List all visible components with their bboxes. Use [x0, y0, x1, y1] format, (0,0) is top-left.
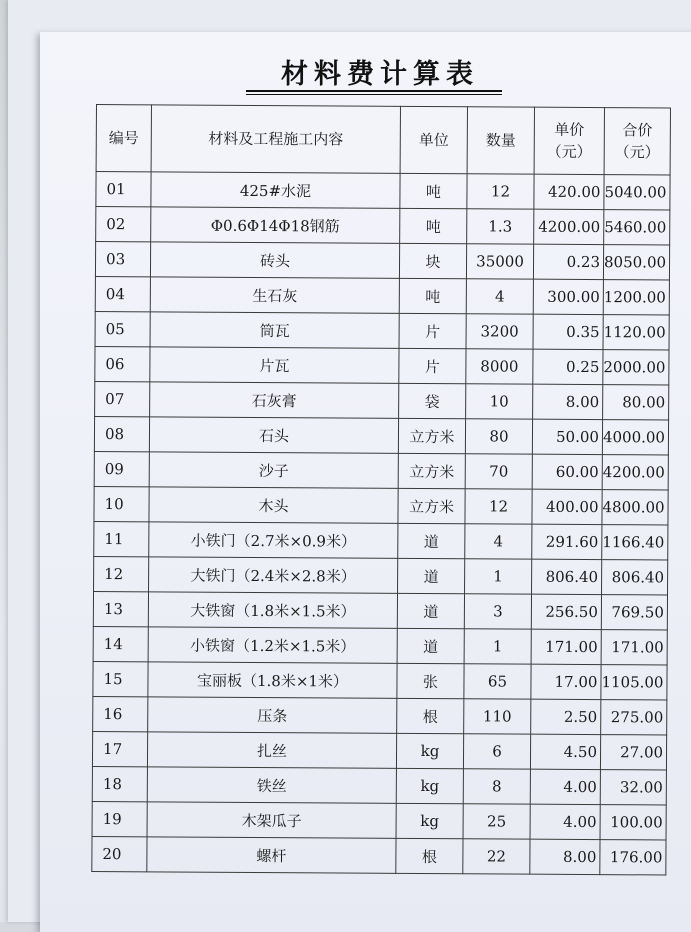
cell-name: 生石灰 — [150, 277, 399, 314]
cell-no: 07 — [95, 381, 150, 416]
cell-no: 20 — [92, 836, 147, 871]
table-row — [94, 486, 668, 525]
cell-total: 176.00 — [600, 840, 666, 875]
cell-name: 扎丝 — [147, 732, 396, 769]
cell-name: 宝丽板（1.8米×1米） — [148, 662, 397, 699]
table-row — [92, 766, 666, 805]
cell-price: 4.50 — [530, 734, 600, 769]
cell-price: 0.23 — [533, 244, 603, 279]
cell-total: 1166.40 — [602, 525, 668, 560]
cell-total: 100.00 — [600, 805, 666, 840]
cell-price: 50.00 — [532, 419, 602, 454]
cell-no: 09 — [94, 451, 149, 486]
table-row — [93, 696, 667, 735]
header-price-line2: （元） — [546, 142, 592, 162]
cell-unit: 片 — [399, 348, 466, 383]
cell-no: 08 — [94, 416, 149, 451]
cell-unit: kg — [396, 768, 463, 803]
cell-name: 大铁门（2.4米×2.8米） — [149, 557, 398, 594]
cell-price: 291.60 — [532, 524, 602, 559]
cell-price: 0.35 — [533, 314, 603, 349]
cell-price: 4.00 — [530, 769, 600, 804]
cell-unit: 道 — [397, 628, 464, 663]
cell-qty: 35000 — [466, 244, 533, 279]
cell-unit: 立方米 — [398, 488, 465, 523]
cell-unit: 立方米 — [398, 418, 465, 453]
table-row — [93, 591, 667, 630]
cell-qty: 1 — [464, 629, 531, 664]
cell-qty: 110 — [464, 699, 531, 734]
cell-name: 铁丝 — [147, 767, 396, 804]
cell-name: 425#水泥 — [151, 172, 400, 209]
table-row — [92, 801, 666, 840]
table-row — [93, 661, 667, 700]
cell-unit: 吨 — [399, 278, 466, 313]
cell-no: 01 — [96, 172, 151, 207]
table-row — [95, 276, 669, 315]
cell-no: 16 — [93, 696, 148, 731]
cell-name: 压条 — [148, 697, 397, 734]
cell-unit: 袋 — [399, 383, 466, 418]
cell-unit: kg — [396, 733, 463, 768]
cell-total: 2000.00 — [603, 350, 669, 385]
cell-total: 769.50 — [601, 595, 667, 630]
cell-total: 1200.00 — [603, 280, 669, 315]
cell-price: 8.00 — [530, 839, 600, 874]
cell-qty: 1 — [465, 559, 532, 594]
cell-name: 小铁门（2.7米×0.9米） — [149, 522, 398, 559]
cell-name: 石灰膏 — [150, 382, 399, 419]
cell-price: 4.00 — [530, 804, 600, 839]
cell-qty: 80 — [465, 419, 532, 454]
cell-qty: 3 — [464, 594, 531, 629]
cell-name: 筒瓦 — [150, 312, 399, 349]
table-row — [94, 451, 668, 490]
cell-qty: 12 — [467, 174, 534, 209]
cell-unit: 根 — [396, 838, 463, 873]
cell-qty: 8 — [463, 769, 530, 804]
table-row — [95, 311, 669, 350]
materials-table — [91, 104, 671, 875]
table-row — [93, 626, 667, 665]
cell-price: 8.00 — [533, 384, 603, 419]
cell-price: 2.50 — [531, 699, 601, 734]
cell-no: 19 — [92, 801, 147, 836]
cell-unit: 片 — [399, 313, 466, 348]
cell-no: 06 — [95, 346, 150, 381]
cell-no: 13 — [93, 591, 148, 626]
table-row — [96, 172, 670, 211]
table-row — [94, 521, 668, 560]
cell-price: 256.50 — [531, 594, 601, 629]
cell-unit: kg — [396, 803, 463, 838]
header-price — [534, 107, 604, 174]
cell-total: 4200.00 — [602, 455, 668, 490]
cell-price: 4200.00 — [534, 209, 604, 244]
header-total-line2: （元） — [614, 143, 660, 162]
cell-name: 砖头 — [150, 242, 399, 279]
cell-no: 10 — [94, 486, 149, 521]
cell-no: 17 — [92, 731, 147, 766]
header-total-line1: 合价 — [622, 121, 653, 140]
cell-no: 14 — [93, 626, 148, 661]
cell-name: Φ0.6Φ14Φ18钢筋 — [151, 207, 400, 244]
cell-no: 02 — [96, 207, 151, 242]
table-row — [96, 207, 670, 246]
cell-qty: 1.3 — [467, 209, 534, 244]
cell-name: 螺杆 — [147, 837, 396, 874]
cell-total: 8050.00 — [603, 245, 669, 280]
cell-no: 05 — [95, 311, 150, 346]
page-title: 材料费计算表 — [281, 59, 479, 90]
cell-price: 17.00 — [531, 664, 601, 699]
cell-qty: 12 — [465, 489, 532, 524]
table-row — [92, 836, 666, 875]
header-qty: 数量 — [467, 107, 534, 174]
cell-price: 300.00 — [533, 279, 603, 314]
cell-price: 0.25 — [533, 349, 603, 384]
cell-no: 04 — [95, 276, 150, 311]
cell-name: 片瓦 — [150, 347, 399, 384]
cell-unit: 根 — [397, 698, 464, 733]
table-row — [94, 556, 668, 595]
table-row — [94, 416, 668, 455]
header-unit: 单位 — [400, 106, 467, 173]
cell-name: 大铁窗（1.8米×1.5米） — [148, 592, 397, 629]
cell-unit: 道 — [397, 593, 464, 628]
table-row — [95, 381, 669, 420]
title-underline-thin — [246, 94, 502, 95]
cell-unit: 吨 — [400, 208, 467, 243]
cell-qty: 8000 — [466, 349, 533, 384]
cell-price: 171.00 — [531, 629, 601, 664]
cell-unit: 吨 — [400, 173, 467, 208]
cell-name: 木架瓜子 — [147, 802, 396, 839]
cell-qty: 4 — [466, 279, 533, 314]
cell-qty: 22 — [463, 839, 530, 874]
cell-unit: 张 — [397, 663, 464, 698]
cell-qty: 10 — [466, 384, 533, 419]
cell-no: 11 — [94, 521, 149, 556]
cell-unit: 道 — [398, 558, 465, 593]
cell-unit: 道 — [398, 523, 465, 558]
cell-no: 03 — [95, 242, 150, 277]
header-row — [96, 105, 670, 176]
cell-total: 5040.00 — [604, 175, 670, 210]
cell-name: 石头 — [149, 417, 398, 454]
cell-price: 806.40 — [532, 559, 602, 594]
cell-qty: 25 — [463, 804, 530, 839]
cell-price: 420.00 — [534, 174, 604, 209]
header-total — [604, 108, 670, 175]
cell-total: 4800.00 — [602, 490, 668, 525]
cell-qty: 65 — [464, 664, 531, 699]
cell-no: 12 — [94, 556, 149, 591]
cell-total: 806.40 — [602, 560, 668, 595]
cell-qty: 70 — [465, 454, 532, 489]
cell-price: 60.00 — [532, 454, 602, 489]
cell-name: 木头 — [149, 487, 398, 524]
cell-name: 沙子 — [149, 452, 398, 489]
title-underline — [246, 90, 502, 92]
cell-no: 18 — [92, 766, 147, 801]
table-row — [95, 242, 669, 281]
cell-name: 小铁窗（1.2米×1.5米） — [148, 627, 397, 664]
cell-qty: 4 — [465, 524, 532, 559]
cell-qty: 6 — [463, 734, 530, 769]
cell-no: 15 — [93, 661, 148, 696]
cell-qty: 3200 — [466, 314, 533, 349]
cell-total: 32.00 — [600, 770, 666, 805]
cell-total: 275.00 — [601, 700, 667, 735]
cell-total: 171.00 — [601, 630, 667, 665]
cell-unit: 块 — [399, 243, 466, 278]
cell-total: 80.00 — [603, 385, 669, 420]
header-no: 编号 — [96, 105, 151, 172]
cell-total: 1120.00 — [603, 315, 669, 350]
cell-total: 4000.00 — [602, 420, 668, 455]
cell-total: 27.00 — [600, 735, 666, 770]
cell-price: 400.00 — [532, 489, 602, 524]
cell-total: 1105.00 — [601, 665, 667, 700]
table-row — [92, 731, 666, 770]
header-price-line1: 单价 — [554, 120, 585, 139]
cell-total: 5460.00 — [604, 210, 670, 245]
header-name: 材料及工程施工内容 — [151, 105, 400, 174]
table-row — [95, 346, 669, 385]
cell-unit: 立方米 — [398, 453, 465, 488]
